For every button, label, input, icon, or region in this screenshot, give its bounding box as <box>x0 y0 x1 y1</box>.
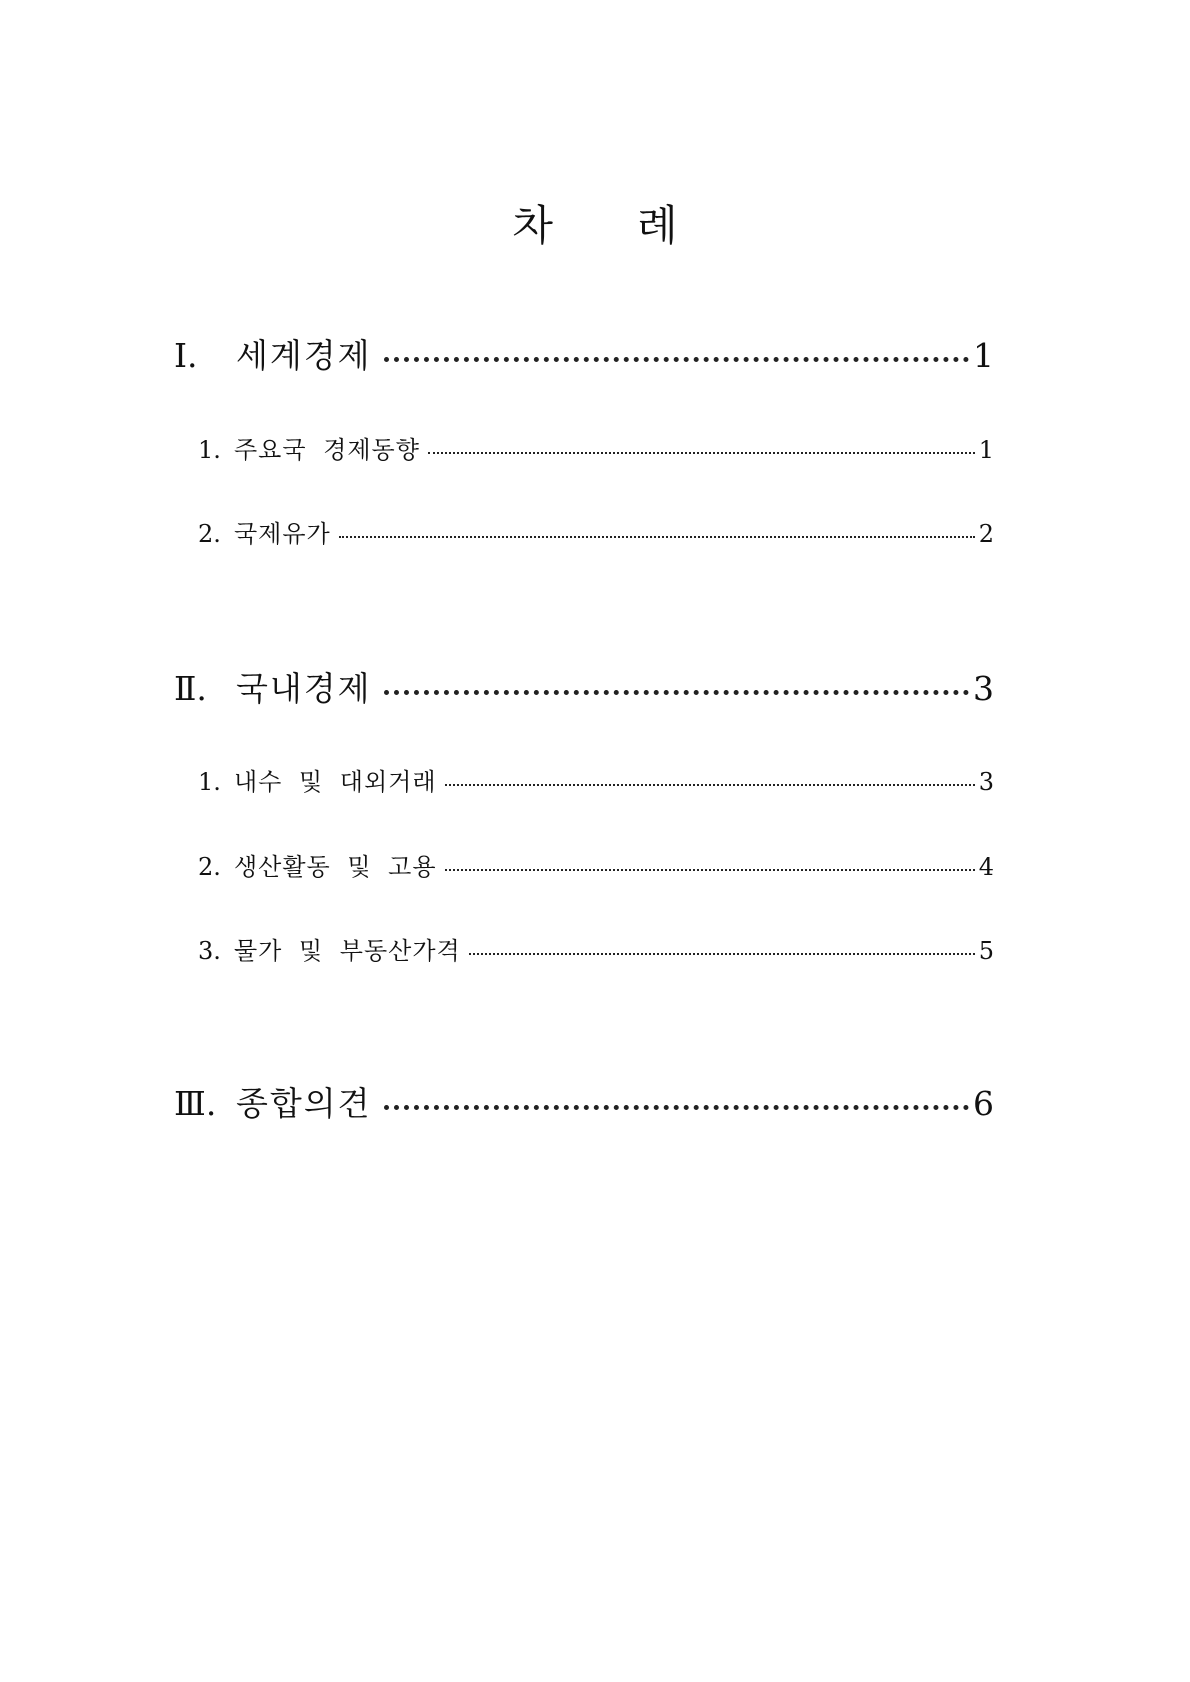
toc-section-1-1[interactable] <box>198 430 994 465</box>
page-title: 차 례 <box>512 201 678 250</box>
chapter-number: Ⅱ. <box>174 669 207 708</box>
toc-chapter-3[interactable] <box>174 1078 994 1125</box>
section-number: 3. <box>198 937 221 965</box>
dot-leader <box>445 766 975 790</box>
section-title: 물가 및 부동산가격 <box>234 937 461 965</box>
page-number: 5 <box>978 937 994 965</box>
page-number: 4 <box>978 853 994 881</box>
chapter-title: 국내경제 <box>236 669 372 708</box>
toc-chapter-2[interactable] <box>174 663 994 710</box>
section-number: 2. <box>198 520 221 548</box>
page-number: 3 <box>978 768 994 796</box>
section-title: 주요국 경제동향 <box>234 436 420 464</box>
page-number: 2 <box>978 520 994 548</box>
dot-leader <box>469 935 975 959</box>
toc-section-2-1[interactable] <box>198 762 994 797</box>
dot-leader <box>384 334 969 367</box>
section-title: 생산활동 및 고용 <box>234 853 437 881</box>
section-title: 국제유가 <box>234 520 331 548</box>
page-number: 3 <box>973 669 994 708</box>
dot-leader <box>445 851 975 875</box>
chapter-title: 세계경제 <box>236 336 372 375</box>
toc-chapter-1[interactable] <box>174 330 994 377</box>
chapter-number: Ⅰ. <box>174 336 198 375</box>
dot-leader <box>384 667 969 700</box>
dot-leader <box>428 434 975 458</box>
chapter-title: 종합의견 <box>236 1084 372 1123</box>
section-number: 1. <box>198 436 221 464</box>
dot-leader <box>384 1082 969 1115</box>
toc-section-1-2[interactable] <box>198 514 994 549</box>
chapter-number: Ⅲ. <box>174 1084 217 1123</box>
toc-section-2-3[interactable] <box>198 931 994 966</box>
page-number: 6 <box>973 1084 994 1123</box>
section-title: 내수 및 대외거래 <box>234 768 437 796</box>
page-number: 1 <box>973 336 994 375</box>
section-number: 2. <box>198 853 221 881</box>
dot-leader <box>339 518 975 542</box>
toc-section-2-2[interactable] <box>198 847 994 882</box>
section-number: 1. <box>198 768 221 796</box>
page-number: 1 <box>978 436 994 464</box>
